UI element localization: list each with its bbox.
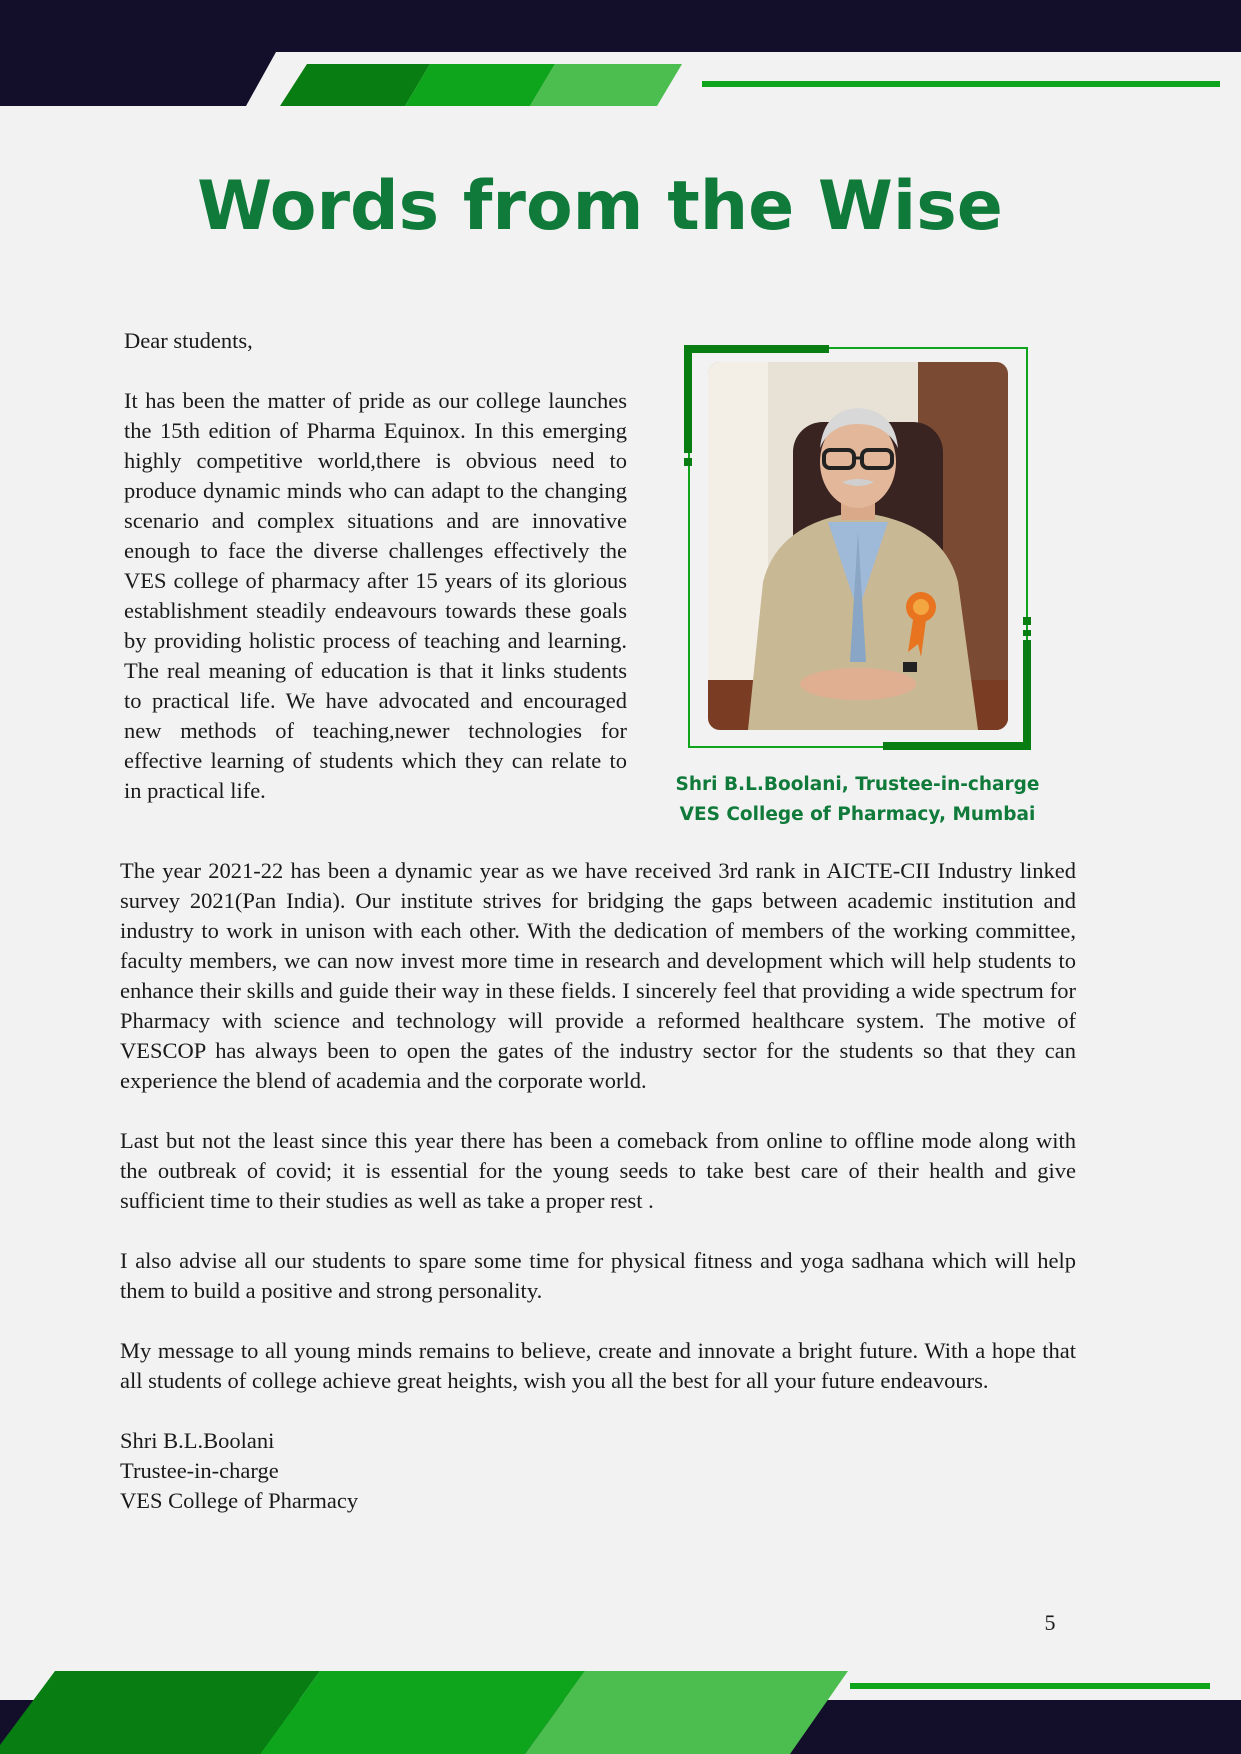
signature-name: Shri B.L.Boolani: [120, 1428, 275, 1453]
caption-line-institution: VES College of Pharmacy, Mumbai: [679, 804, 1036, 825]
portrait-photo: [708, 362, 1008, 730]
intro-column: [124, 326, 627, 806]
header-banner: [0, 0, 1241, 106]
signature-role: Trustee-in-charge: [120, 1458, 279, 1483]
caption-line-name: Shri B.L.Boolani, Trustee-in-charge: [675, 774, 1040, 795]
signature-block: [120, 1426, 1076, 1516]
page-title: Words from the Wise: [197, 167, 1003, 246]
body-paragraph-2: Last but not the least since this year there has been a comeback from online to offline mode along with the outbreak of covid; it is essential for the young seeds to take best care of their health and give sufficient time to their studies as well as take a proper rest .: [120, 1128, 1076, 1213]
footer-banner: [0, 1671, 1241, 1754]
page-number: 5: [1044, 1610, 1056, 1635]
salutation: Dear students,: [124, 328, 253, 353]
body-paragraph-1: The year 2021-22 has been a dynamic year as we have received 3rd rank in AICTE-CII Industry linked survey 2021(Pan India). Our institute strives for bridging the gaps between academic institution and industry to work in unison with each other. With the dedication of members of the working committee, faculty members, we can now invest more time in research and development which will help students to enhance their skills and guide their way in these fields. I sincerely feel that providing a wide spectrum for Pharmacy with science and technology will provide a reformed healthcare system. The motive of VESCOP has always been to open the gates of the industry sector for the students so that they can experience the blend of academia and the corporate world.: [120, 858, 1076, 1093]
portrait-illustration: [708, 362, 1008, 730]
portrait-caption: [660, 770, 1055, 830]
body-paragraph-3: I also advise all our students to spare some time for physical fitness and yoga sadhana which will help them to build a positive and strong personality.: [120, 1248, 1076, 1303]
signature-institution: VES College of Pharmacy: [120, 1488, 359, 1513]
body-paragraph-4: My message to all young minds remains to believe, create and innovate a bright future. With a hope that all students of college achieve great heights, wish you all the best for all your future endeavours.: [120, 1338, 1076, 1393]
intro-paragraph: It has been the matter of pride as our college launches the 15th edition of Pharma Equinox. In this emerging highly competitive world,there is obvious need to produce dynamic minds who can adapt to the changing scenario and complex situations and are innovative enough to face the diverse challenges effectively the VES college of pharmacy after 15 years of its glorious establishment steadily endeavours towards these goals by providing holistic process of teaching and learning. The real meaning of education is that it links students to practical life. We have advocated and encouraged new methods of teaching,newer technologies for effective learning of students which they can relate to in practical life.: [124, 388, 627, 803]
message-body: [120, 856, 1076, 1516]
